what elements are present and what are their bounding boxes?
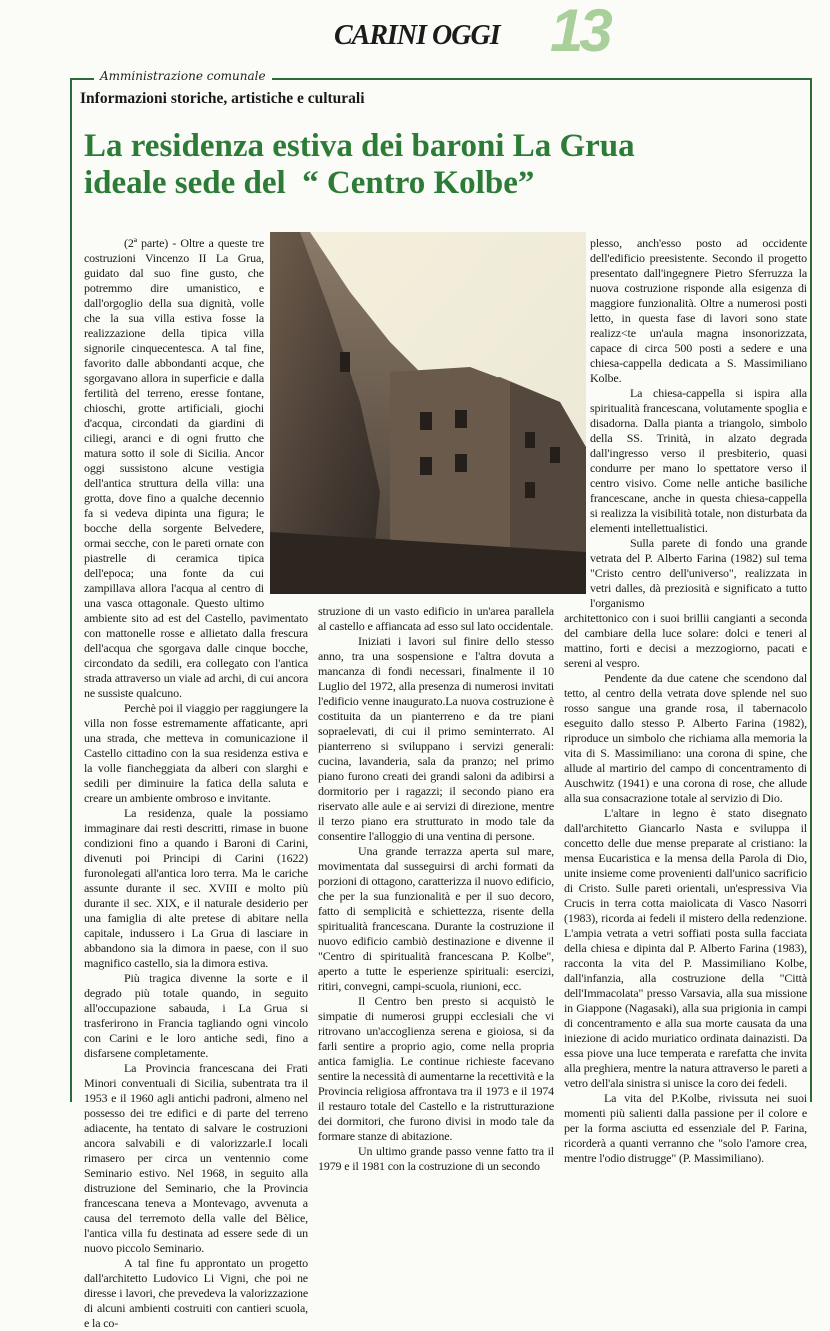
title-line-1: La residenza estiva dei baroni La Grua xyxy=(84,128,635,164)
column-1 xyxy=(84,236,308,1331)
paragraph: La Provincia francescana dei Frati Minori conventuali di Sicilia, subentrata tra il 1953 e il 1960 agli antichi padroni, almeno nel possesso dei tre edifici e di parte del terreno adiacente, ha tentato di salvare le costruzioni ancora salvabili e di valorizzarle.I locali rimasero per circa un ventennio come Seminario estivo. Nel 1968, in seguito alla distruzione del Seminario, che la Provincia francescana teneva a Montevago, avvenuta a causa del terremoto della valle del Bèlice, l'antica villa fu destinata ad essere sede di un nuovo piccolo Seminario. xyxy=(84,1061,308,1255)
paragraph: architettonico con i suoi brillii cangianti a seconda del cambiare della luce solare: dolci e teneri al mattino, forti e decisi a mezzogiorno, pacati e sereni al vespro. xyxy=(564,611,807,670)
castle-photo xyxy=(270,232,586,594)
paragraph: Iniziati i lavori sul finire dello stesso anno, tra una sospensione e l'altra dovuta a mancanza di fondi necessari, finalmente il 10 Luglio del 1972, alla presenza di numerosi invitati l'edificio venne inaugurato.La nuova costruzione è costituita da un pianterreno e da tre piani sopraelevati, di cui il primo seminterrato. Al pianterreno si sviluppano i servizi generali: cucina, lavanderia, sala da pranzo; nel primo piano furono creati dei grandi saloni da adibirsi a dormitorio per i ragazzi; il secondo piano era riservato alle aule e ai servizi di direzione, mentre il terzo piano era strutturato in modo tale da consentire l'alloggio di una ventina di persone. xyxy=(318,634,554,843)
column-2 xyxy=(318,604,554,1174)
photo-spacer xyxy=(264,236,308,602)
paragraph: La chiesa-cappella si ispira alla spiritualità francescana, volutamente spoglia e disadorna. Dalla pianta a triangolo, simbolo della SS. Trinità, in alzato degrada dall'ingresso verso il presbiterio, quasi condurre per mano lo spettatore verso il centro visivo. Come nelle antiche basiliche francescane, anche in questa chiesa-cappella si realizza la visibilità totale, non disturbata da elementi intellettualistici. xyxy=(590,386,807,535)
paragraph: Pendente da due catene che scendono dal tetto, al centro della vetrata dove splende nel suo rosso sangue una grande rosa, il tabernacolo eseguito dallo stesso P. Alberto Farina (1982), riproduce un simbolo che richiama alla memoria la vita di S. Massimiliano: una corona di spine, che allude al martirio del campo di concentramento di Auschwitz (1941) e una corona di rose, che allude alla sua consacrazione totale al servizio di Dio. xyxy=(564,671,807,805)
column-3 xyxy=(564,236,807,1166)
paragraph: Più tragica divenne la sorte e il degrado più totale quando, in seguito all'occupazione sabauda, i La Grua si trasferirono in Francia tagliando ogni vincolo con Carini e le loro antiche sedi, fino a disfarsene completamente. xyxy=(84,971,308,1060)
paragraph: Un ultimo grande passo venne fatto tra il 1979 e il 1981 con la costruzione di un secondo xyxy=(318,1144,554,1173)
page-number: 13 xyxy=(550,0,609,64)
paragraph: Sulla parete di fondo una grande vetrata del P. Alberto Farina (1982) sul tema "Cristo centro dell'universo", realizzata in vetri dalles, dà preziosità e significato a tutto l'organismo xyxy=(590,536,807,610)
publication-logo: CARINI OGGI xyxy=(334,20,500,51)
subheading: Informazioni storiche, artistiche e culturali xyxy=(80,90,365,107)
paragraph: struzione di un vasto edificio in un'area parallela al castello e affiancata ad esso sul lato occidentale. xyxy=(318,604,554,633)
paragraph: L'altare in legno è stato disegnato dall'architetto Giancarlo Nasta e sviluppa il concetto delle due mense preparate al cristiano: la mensa Eucaristica e la mensa della Parola di Dio, unite insieme come provenienti dall'unico sacrificio di Cristo. Sulle pareti orientali, un'espressiva Via Crucis in terra cotta maiolicata di Vasco Nasorri (1983), ricorda ai fedeli il mistero della redenzione. L'ampia vetrata a vetri soffiati posta sulla facciata della chiesa e dipinta dal P. Alberto Farina (1983), racconta la vita del P. Massimiliano Kolbe, dall'infanzia, alla costruzione della "Città dell'Immacolata" presso Varsavia, alla sua missione in Giappone (Nagasaki), alla sua prigionia in campi di concentramento e alla sua morte causata da una iniezione di acido muriatico ordinata dainazisti. Da essa piove una luce temperata e rarefatta che invita alla preghiera, mentre la natura attraverso le pareti a vetro dell'ala sinistra si unisce la coro dei fedeli. xyxy=(564,806,807,1090)
paragraph: Il Centro ben presto si acquistò le simpatie di numerosi gruppi ecclesiali che vi ritrovano un'accoglienza serena e gioiosa, si da farli sentire a proprio agio, come nella propria antica famiglia. Le continue richieste facevano sentire la necessità di aumentarne la recettività e la Provincia religiosa affrontava tra il 1973 e il 1974 il restauro totale del Castello e la ristrutturazione dei dormitori, che furono divisi in modo tale da formare stanze di abitazione. xyxy=(318,994,554,1143)
paragraph: La vita del P.Kolbe, rivissuta nei suoi momenti più salienti dalla passione per il colore e per la forma asciutta ed essenziale del P. Farina, ricorderà a quanti verranno che "solo l'amore crea, mentre l'odio distrugge" (P. Massimiliano). xyxy=(564,1091,807,1165)
paragraph: A tal fine fu approntato un progetto dall'architetto Ludovico Li Vigni, che poi ne diresse i lavori, che prevedeva la valorizzazione di alcuni ambienti costruiti con cantieri scuola, e la co- xyxy=(84,1256,308,1330)
article-title xyxy=(84,128,804,202)
paragraph: plesso, anch'esso posto ad occidente dell'edificio preesistente. Secondo il progetto presentato dall'ingegnere Pietro Sferruzza la nuova costruzione risponde alla esigenza di maggiore funzionalità. Oltre a numerosi posti letto, in questa fase di lavori sono state realizz<te un'aula magna insonorizzata, capace di circa 500 posti a sedere e una chiesa-cappella dedicata a S. Massimiliano Kolbe. xyxy=(590,236,807,385)
paragraph: La residenza, quale la possiamo immaginare dai resti descritti, rimase in buone condizioni fino a quando i Baroni di Carini, divenuti poi Principi di Carini (1622) furonolegati all'antica loro terra. Ma le cariche assunte durante il sec. XVIII e molto più durante il sec. XIX, e il naturale desiderio per una famiglia di alte pretese di abitare nella capitale, indussero i La Grua di lasciare in abbandono sia la dimora in paese, con il suo magnifico castello, sia la dimora estiva. xyxy=(84,806,308,970)
paragraph: Perchè poi il viaggio per raggiungere la villa non fosse estremamente affaticante, apri una strada, che metteva in comunicazione il Castello cittadino con la sua residenza estiva e la volle fiancheggiata da alberi con slarghi e sedili per diminuire la fatica della saluta e creare un ambiente ombroso e invitante. xyxy=(84,701,308,805)
photo-spacer xyxy=(564,236,590,602)
title-line-2: ideale sede del “ Centro Kolbe” xyxy=(84,165,535,201)
paragraph: (2ª parte) - Oltre a queste tre costruzioni Vincenzo II La Grua, guidato dal suo fine gusto, che potremmo dire umanistico, e dall'orgoglio della sua dignità, volle che la sua villa estiva fosse la realizzazione della tipica villa signorile cinquecentesca. A tal fine, favorito dalle abbondanti acque, che sgorgavano allora in superficie e dalla fertilità del terreno, eresse fontane, chioschi, grotte artificiali, giochi d'acqua, circondati da giardini di ciliegi, aranci e di ogni frutto che matura sotto il sole di Sicilia. Ancor oggi sussistono alcune vestigia dell'antica struttura della villa: una grotta, dove fino a qualche decennio fa si vedeva dipinta una figura; le bocche della sorgente Belvedere, ormai secche, con le pareti ornate con piastrelle di ceramica tipica dell'epoca; una fonte da cui zampillava allora l'acqua al centro di una vasca ottagonale. Questo ultimo ambiente sito ad est del Castello, pavimentato con mattonelle rosse e allietato dalla frescura dell'acqua che sgorgava dalle cinque bocche, circondato da sedili, era collegato con l'antica strada attraverso un viale ad archi, di cui ancora ne sussiste qualcuno. xyxy=(84,236,308,700)
paragraph: Una grande terrazza aperta sul mare, movimentata dal susseguirsi di archi formati da porzioni di ottagono, caratterizza il nuovo edificio, che per la sua funzionalità e per il suo decoro, fatto di semplicità e schiettezza, risente della spiritualità francescana. Durante la costruzione il nuovo edificio cambiò destinazione e divenne il "Centro di spiritualità francescana P. Kolbe", aperto a tutte le esperienze spirituali: esercizi, ritiri, convegni, campi-scuola, riunioni, ecc. xyxy=(318,844,554,993)
masthead xyxy=(300,0,630,70)
section-label: Amministrazione comunale xyxy=(94,69,272,83)
